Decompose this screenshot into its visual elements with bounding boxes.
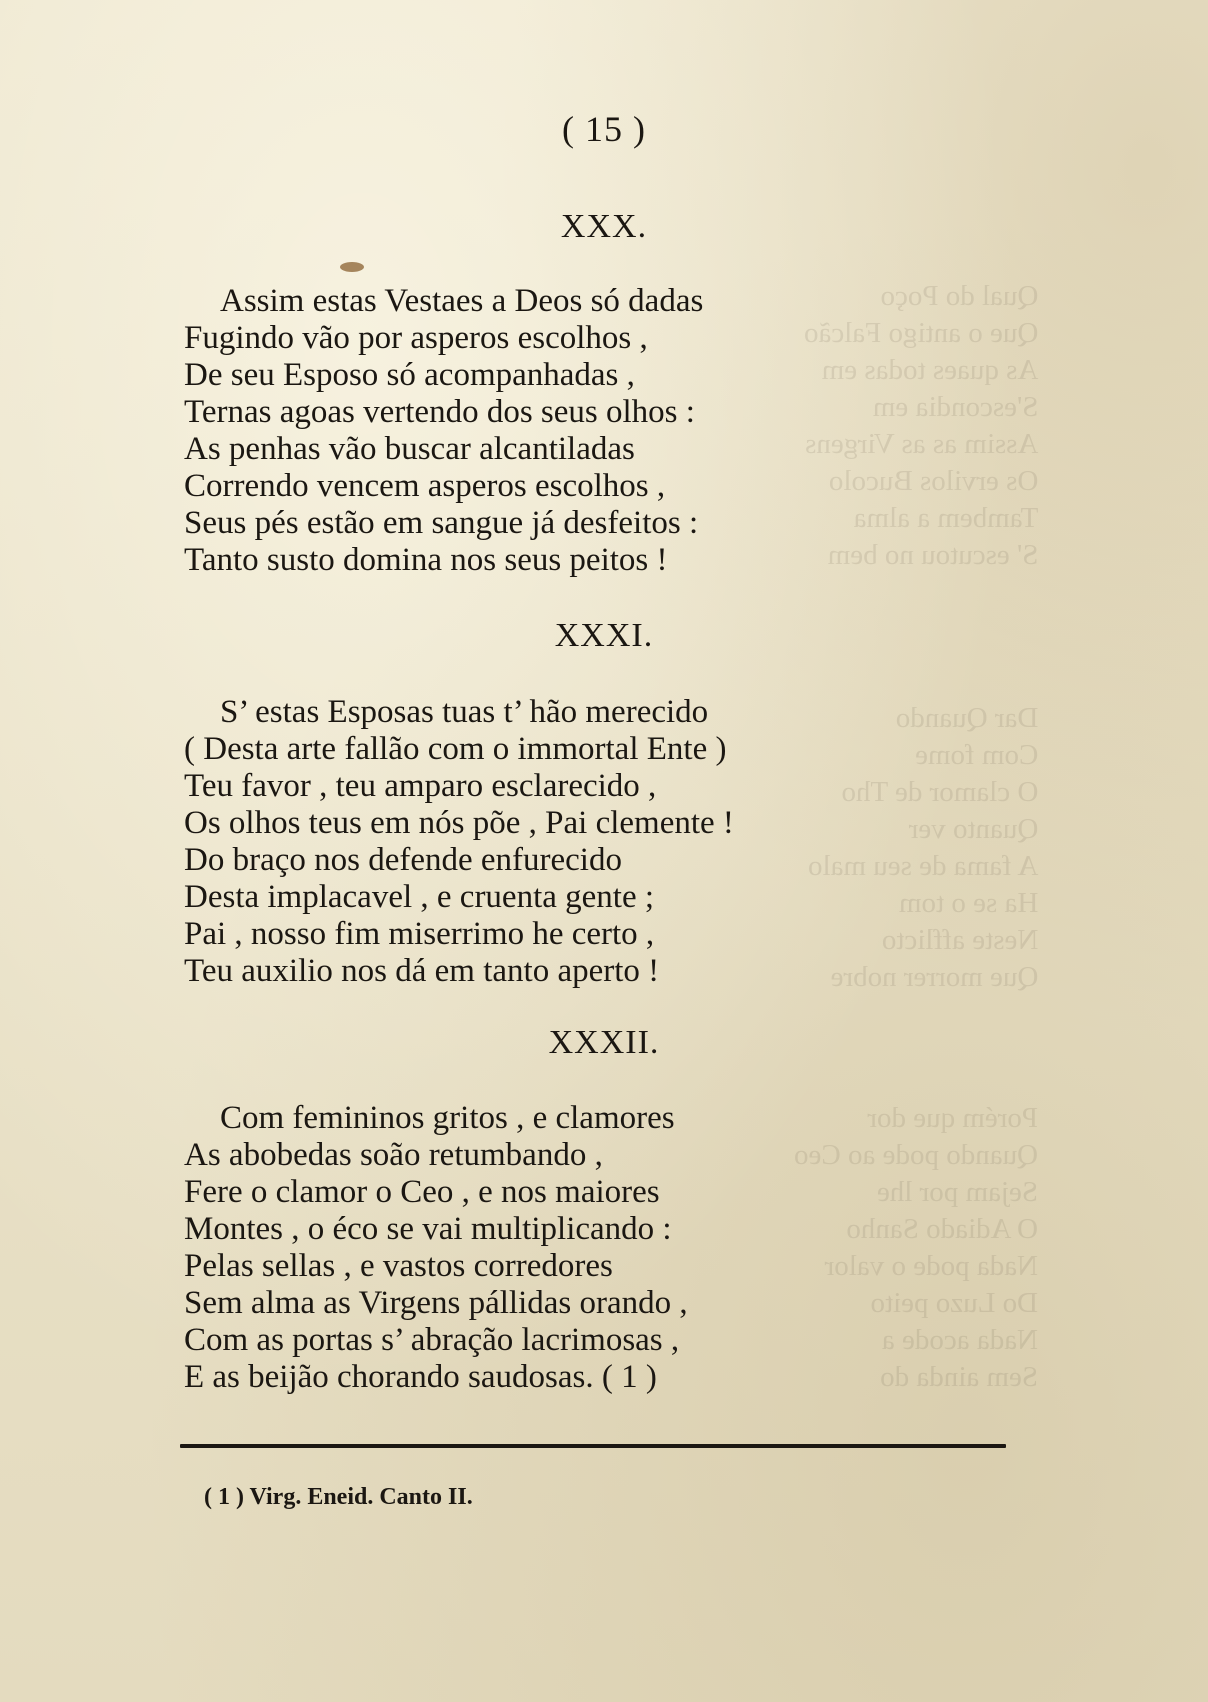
verse-line: Fugindo vão por asperos escolhos , [184,320,648,356]
verse-line: Desta implacavel , e cruenta gente ; [184,879,655,915]
show-through-text: Dar Quando Com fome O clamor de Tho Quanto ver A fama de seu malo Ha se o tom Neste afflicto Que morrer nobre [807,702,1038,993]
verse-line: Assim estas Vestaes a Deos só dadas [220,283,704,319]
verse-line: Montes , o éco se vai multiplicando : [184,1211,672,1247]
stanza-number-30: XXX. [560,208,648,245]
verse-line: Os olhos teus em nós põe , Pai clemente ! [184,805,734,841]
verse-line: Teu favor , teu amparo esclarecido , [184,768,657,804]
verse-line: As penhas vão buscar alcantiladas [184,431,635,467]
verse-line: Fere o clamor o Ceo , e nos maiores [184,1174,660,1210]
page-number: ( 15 ) [562,109,646,149]
ink-spot [340,262,364,272]
stanza-30 [184,283,824,579]
verse-line: Com femininos gritos , e clamores [220,1100,675,1136]
verse-line: De seu Esposo só acompanhadas , [184,357,635,393]
stanza-31 [184,694,824,990]
verse-line: Do braço nos defende enfurecido [184,842,622,878]
verse-line: Com as portas s’ abração lacrimosas , [184,1322,680,1358]
verse-line: As abobedas soão retumbando , [184,1137,603,1173]
stanza-number-32: XXXII. [548,1024,660,1061]
show-through-text: Qual do Poço Que o antigo Falcão As quaes todas em S'escondia em Assim as as Virgens Os ervilos Bucolo Tambem a alma S' escutou no bem [803,280,1038,571]
verse-line: Sem alma as Virgens pállidas orando , [184,1285,688,1321]
verse-line: Correndo vencem asperos escolhos , [184,468,666,504]
verse-line: Tanto susto domina nos seus peitos ! [184,542,668,578]
show-through-text: Porém que dor Quando pode ao Ceo Sejam por lhe O Adiado Sanho Nada pode o valor Do Luzo peito Nada acode a Sem ainda do [793,1102,1038,1393]
footnote-rule [180,1444,1006,1448]
verse-line: Ternas agoas vertendo dos seus olhos : [184,394,695,430]
verse-line: Pelas sellas , e vastos corredores [184,1248,613,1284]
verse-line: ( Desta arte fallão com o immortal Ente ) [184,731,727,767]
stanza-32 [184,1100,824,1396]
verse-line: Pai , nosso fim miserrimo he certo , [184,916,655,952]
verse-line: S’ estas Esposas tuas t’ hão merecido [220,694,709,730]
verse-line: E as beijão chorando saudosas. ( 1 ) [184,1359,657,1395]
verse-line: Seus pés estão em sangue já desfeitos : [184,505,699,541]
footnote: ( 1 ) Virg. Eneid. Canto II. [204,1484,473,1510]
verse-line: Teu auxilio nos dá em tanto aperto ! [184,953,660,989]
stanza-number-31: XXXI. [554,617,654,654]
